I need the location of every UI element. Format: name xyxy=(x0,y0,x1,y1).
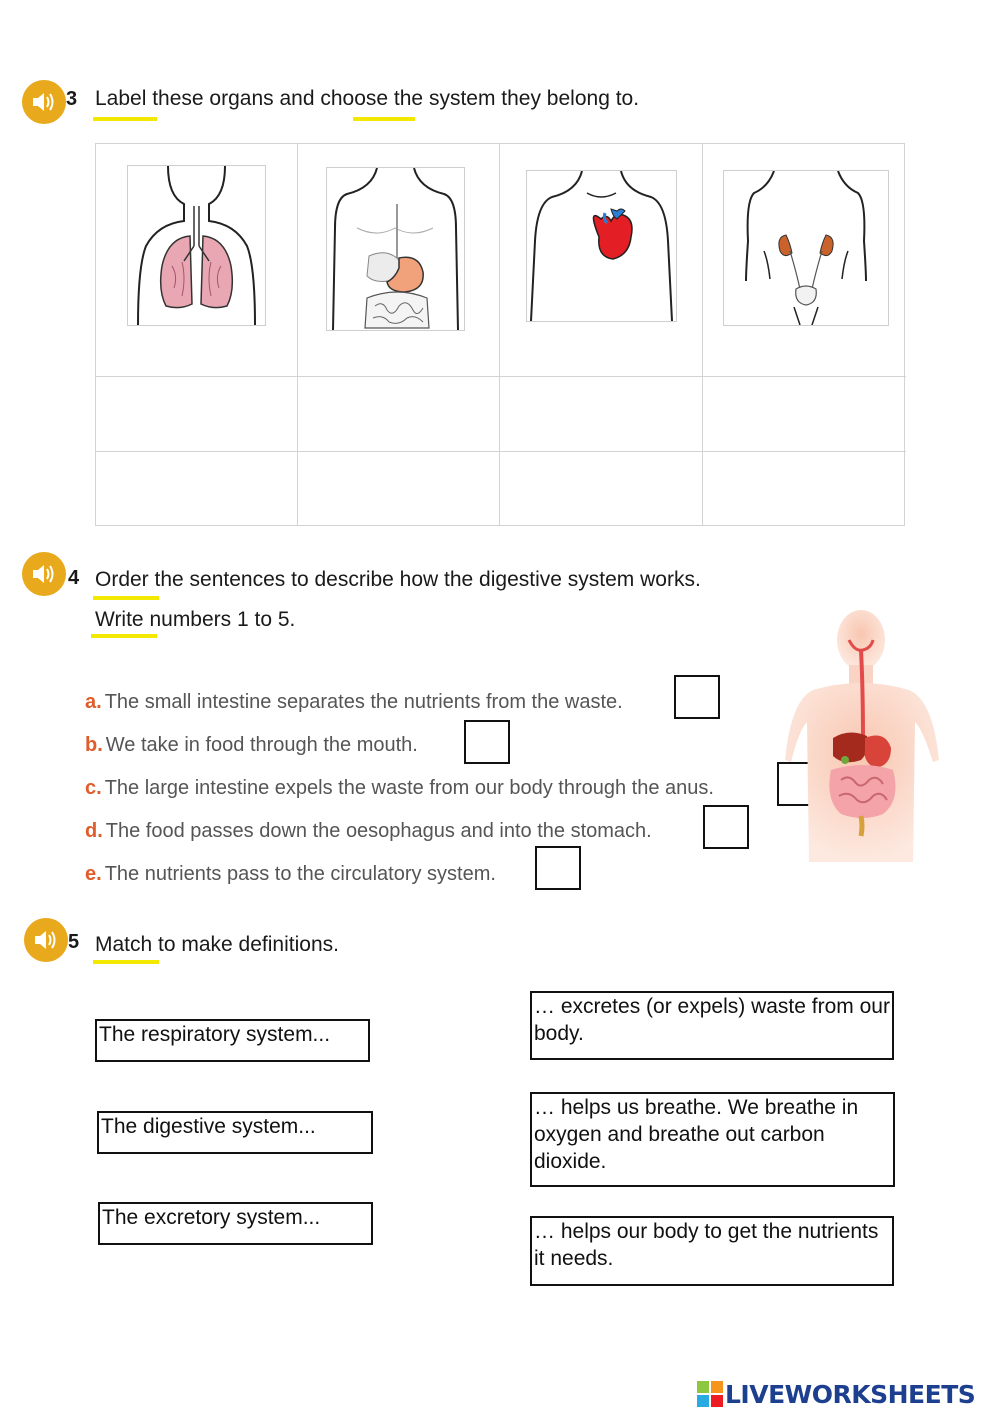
instruction-keyword: Write xyxy=(95,608,144,631)
logo-mark-icon xyxy=(697,1381,723,1407)
speaker-icon xyxy=(33,929,61,951)
order-input-e[interactable] xyxy=(535,846,581,890)
sentence-text: We take in food through the mouth. xyxy=(105,734,418,756)
instruction-keyword: Order xyxy=(95,568,149,591)
organ-label-input[interactable] xyxy=(298,377,500,452)
highlight-underline xyxy=(93,960,159,964)
sentence-letter: d. xyxy=(85,820,103,842)
match-right-breathe[interactable]: … helps us breathe. We breathe in oxygen and breathe out carbon dioxide. xyxy=(530,1092,895,1187)
system-select[interactable] xyxy=(703,452,906,526)
exercise-number: 3 xyxy=(66,88,78,110)
speaker-icon xyxy=(31,563,59,585)
instruction-text: these organs and xyxy=(146,87,321,110)
organ-label-input[interactable] xyxy=(703,377,906,452)
exercise-number: 5 xyxy=(68,931,80,953)
audio-button-ex5[interactable] xyxy=(24,918,68,962)
audio-button-ex4[interactable] xyxy=(22,552,66,596)
sentence-letter: b. xyxy=(85,734,103,756)
stomach-image xyxy=(326,167,465,331)
highlight-underline xyxy=(91,634,157,638)
highlight-underline xyxy=(353,117,415,121)
kidneys-image xyxy=(723,170,889,326)
sentence-c xyxy=(85,777,714,800)
heart-image xyxy=(526,170,677,322)
instruction-keyword: Match xyxy=(95,933,153,956)
sentence-d xyxy=(85,820,652,843)
sentence-text: The large intestine expels the waste from our body through the anus. xyxy=(104,777,714,799)
instruction-text: numbers 1 to 5. xyxy=(143,608,296,631)
audio-button-ex3[interactable] xyxy=(22,80,66,124)
label-table xyxy=(95,143,905,526)
match-left-excretory[interactable]: The excretory system... xyxy=(98,1202,373,1245)
system-select[interactable] xyxy=(96,452,298,526)
instruction-keyword: Label xyxy=(95,87,147,110)
highlight-underline xyxy=(93,596,159,600)
instruction-keyword: choose xyxy=(320,87,389,110)
instruction-text: the system they belong to. xyxy=(388,87,640,110)
instruction-text: the sentences to describe how the digestive system works. xyxy=(148,568,701,591)
order-input-d[interactable] xyxy=(703,805,749,849)
sentence-letter: a. xyxy=(85,691,102,713)
match-right-excretes[interactable]: … excretes (or expels) waste from our body. xyxy=(530,991,894,1060)
match-left-digestive[interactable]: The digestive system... xyxy=(97,1111,373,1154)
sentence-letter: e. xyxy=(85,863,102,885)
sentence-text: The food passes down the oesophagus and into the stomach. xyxy=(105,820,652,842)
exercise-instruction xyxy=(95,87,639,111)
highlight-underline xyxy=(93,117,157,121)
sentence-e xyxy=(85,863,496,886)
exercise-instruction xyxy=(95,568,701,592)
match-left-respiratory[interactable]: The respiratory system... xyxy=(95,1019,370,1062)
lungs-image xyxy=(127,165,266,326)
exercise-instruction xyxy=(95,933,339,957)
exercise-instruction-2 xyxy=(95,608,295,632)
order-input-a[interactable] xyxy=(674,675,720,719)
sentence-text: The nutrients pass to the circulatory system. xyxy=(104,863,496,885)
system-select[interactable] xyxy=(500,452,703,526)
organ-label-input[interactable] xyxy=(500,377,703,452)
speaker-icon xyxy=(31,91,59,113)
sentence-a xyxy=(85,691,623,714)
sentence-b xyxy=(85,734,418,757)
instruction-text: to make definitions. xyxy=(152,933,339,956)
exercise-number: 4 xyxy=(68,567,80,589)
digestive-system-image xyxy=(783,610,943,862)
system-select[interactable] xyxy=(298,452,500,526)
match-right-nutrients[interactable]: … helps our body to get the nutrients it needs. xyxy=(530,1216,894,1286)
sentence-text: The small intestine separates the nutrients from the waste. xyxy=(104,691,623,713)
liveworksheets-logo xyxy=(697,1379,975,1409)
order-input-b[interactable] xyxy=(464,720,510,764)
organ-label-input[interactable] xyxy=(96,377,298,452)
logo-text: LIVEWORKSHEETS xyxy=(725,1379,976,1409)
sentence-letter: c. xyxy=(85,777,102,799)
